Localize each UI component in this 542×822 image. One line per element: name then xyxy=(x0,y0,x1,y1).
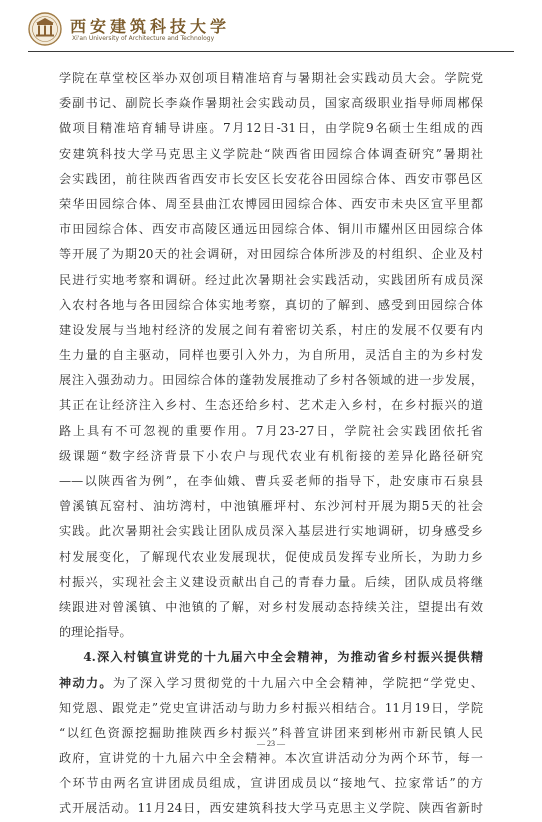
text-line: 续跟进对曾溪镇、中池镇的了解，对乡村发展动态持续关注，望提出有效 xyxy=(59,599,483,614)
university-name-cn: 西安建筑科技大学 xyxy=(70,17,231,36)
text-line: 实践。此次暑期社会实践让团队成员深入基层进行实地调研，切身感受乡 xyxy=(59,524,483,539)
text-line: 入农村各地与各田园综合体实地考察，真切的了解到、感受到田园综合体 xyxy=(59,297,483,312)
text-line: 路上具有不可忽视的重要作用。7月23-27日，学院社会实践团依托省 xyxy=(59,423,483,438)
text-line: 市田园综合体、西安市高陵区通远田园综合体、铜川市耀州区田园综合体 xyxy=(59,222,483,237)
text-line: 展注入强劲动力。田园综合体的蓬勃发展推动了乡村各领域的进一步发展， xyxy=(59,373,483,388)
text-line: 安建筑科技大学马克思主义学院赴“陕西省田园综合体调查研究”暑期社 xyxy=(59,146,483,161)
text-line: 荣华田园综合体、周至县曲江农博园田园综合体、西安市未央区宣平里都 xyxy=(59,196,483,211)
text-line: 个环节由两名宣讲团成员组成，宣讲团成员以“接地气、拉家常话”的方 xyxy=(59,776,483,791)
section-heading-end: 神动力。 xyxy=(59,675,113,690)
text-line: 其正在让经济注入乡村、生态还给乡村、艺术走入乡村，在乡村振兴的道 xyxy=(59,398,483,413)
header-divider xyxy=(28,51,514,52)
text-line: ——以陕西省为例”，在李仙娥、曹兵妥老师的指导下，赴安康市石泉县 xyxy=(59,474,483,488)
document-body xyxy=(59,66,483,822)
university-name-en: Xi'an University of Architecture and Technology xyxy=(72,35,215,42)
text-line: 村振兴，实现社会主义建设贡献出自己的青春力量。后续，团队成员将继 xyxy=(59,574,483,589)
section-heading: 4.深入村镇宣讲党的十九届六中全会精神，为推动省乡村振兴提供精 xyxy=(83,650,483,665)
text-line: “以红色资源挖掘助推陕西乡村振兴”科普宣讲团来到彬州市新民镇人民 xyxy=(59,725,483,740)
text-line: 的理论指导。 xyxy=(59,625,132,640)
text-line: 学院在草堂校区举办双创项目精准培育与暑期社会实践动员大会。学院党 xyxy=(59,71,483,85)
text-line: 知党恩、跟党走”党史宣讲活动与助力乡村振兴相结合。11月19日，学院 xyxy=(59,700,483,715)
text-line: 委副书记、副院长李焱作暑期社会实践动员，国家高级职业指导师周郴保 xyxy=(59,96,483,111)
text-line: 曾溪镇瓦窑村、油坊湾村，中池镇雁坪村、东沙河村开展为期5天的社会 xyxy=(59,499,483,514)
text-line xyxy=(59,671,483,696)
text-line: 做项目精准培育辅导讲座。7月12日-31日，由学院9名硕士生组成的西 xyxy=(59,121,483,136)
page-number: — 23 — xyxy=(257,739,285,748)
text-line: 政府，宣讲党的十九届六中全会精神。本次宣讲活动分为两个环节，每一 xyxy=(59,751,483,766)
text-line: 村发展变化，了解现代农业发展现状，促使成员发挥专业所长，为助力乡 xyxy=(59,549,483,564)
text-line: 民进行实地考察和调研。经过此次暑期社会实践活动，实践团所有成员深 xyxy=(59,272,483,287)
university-emblem-icon xyxy=(28,12,62,46)
page-header xyxy=(28,10,514,52)
text-line: 等开展了为期20天的社会调研，对田园综合体所涉及的村组织、企业及村 xyxy=(59,247,483,262)
text-line: 建设发展与当地村经济的发展之间有着密切关系，村庄的发展不仅要有内 xyxy=(59,322,483,337)
text-line: 级课题“数字经济背景下小农户与现代农业有机衔接的差异化路径研究 xyxy=(59,448,483,463)
text-line: 会实践团，前往陕西省西安市长安区长安花谷田园综合体、西安市鄠邑区 xyxy=(59,171,483,186)
text-line: 式开展活动。11月24日，西安建筑科技大学马克思主义学院、陕西省新时 xyxy=(59,801,483,816)
paragraph-2 xyxy=(59,645,483,821)
paragraph-1 xyxy=(59,66,483,645)
text-line: 生力量的自主驱动，同样也要引入外力，为自所用，灵活自主的为乡村发 xyxy=(59,348,483,363)
text-span: 为了深入学习贯彻党的十九届六中全会精神，学院把“学党史、 xyxy=(112,675,483,690)
